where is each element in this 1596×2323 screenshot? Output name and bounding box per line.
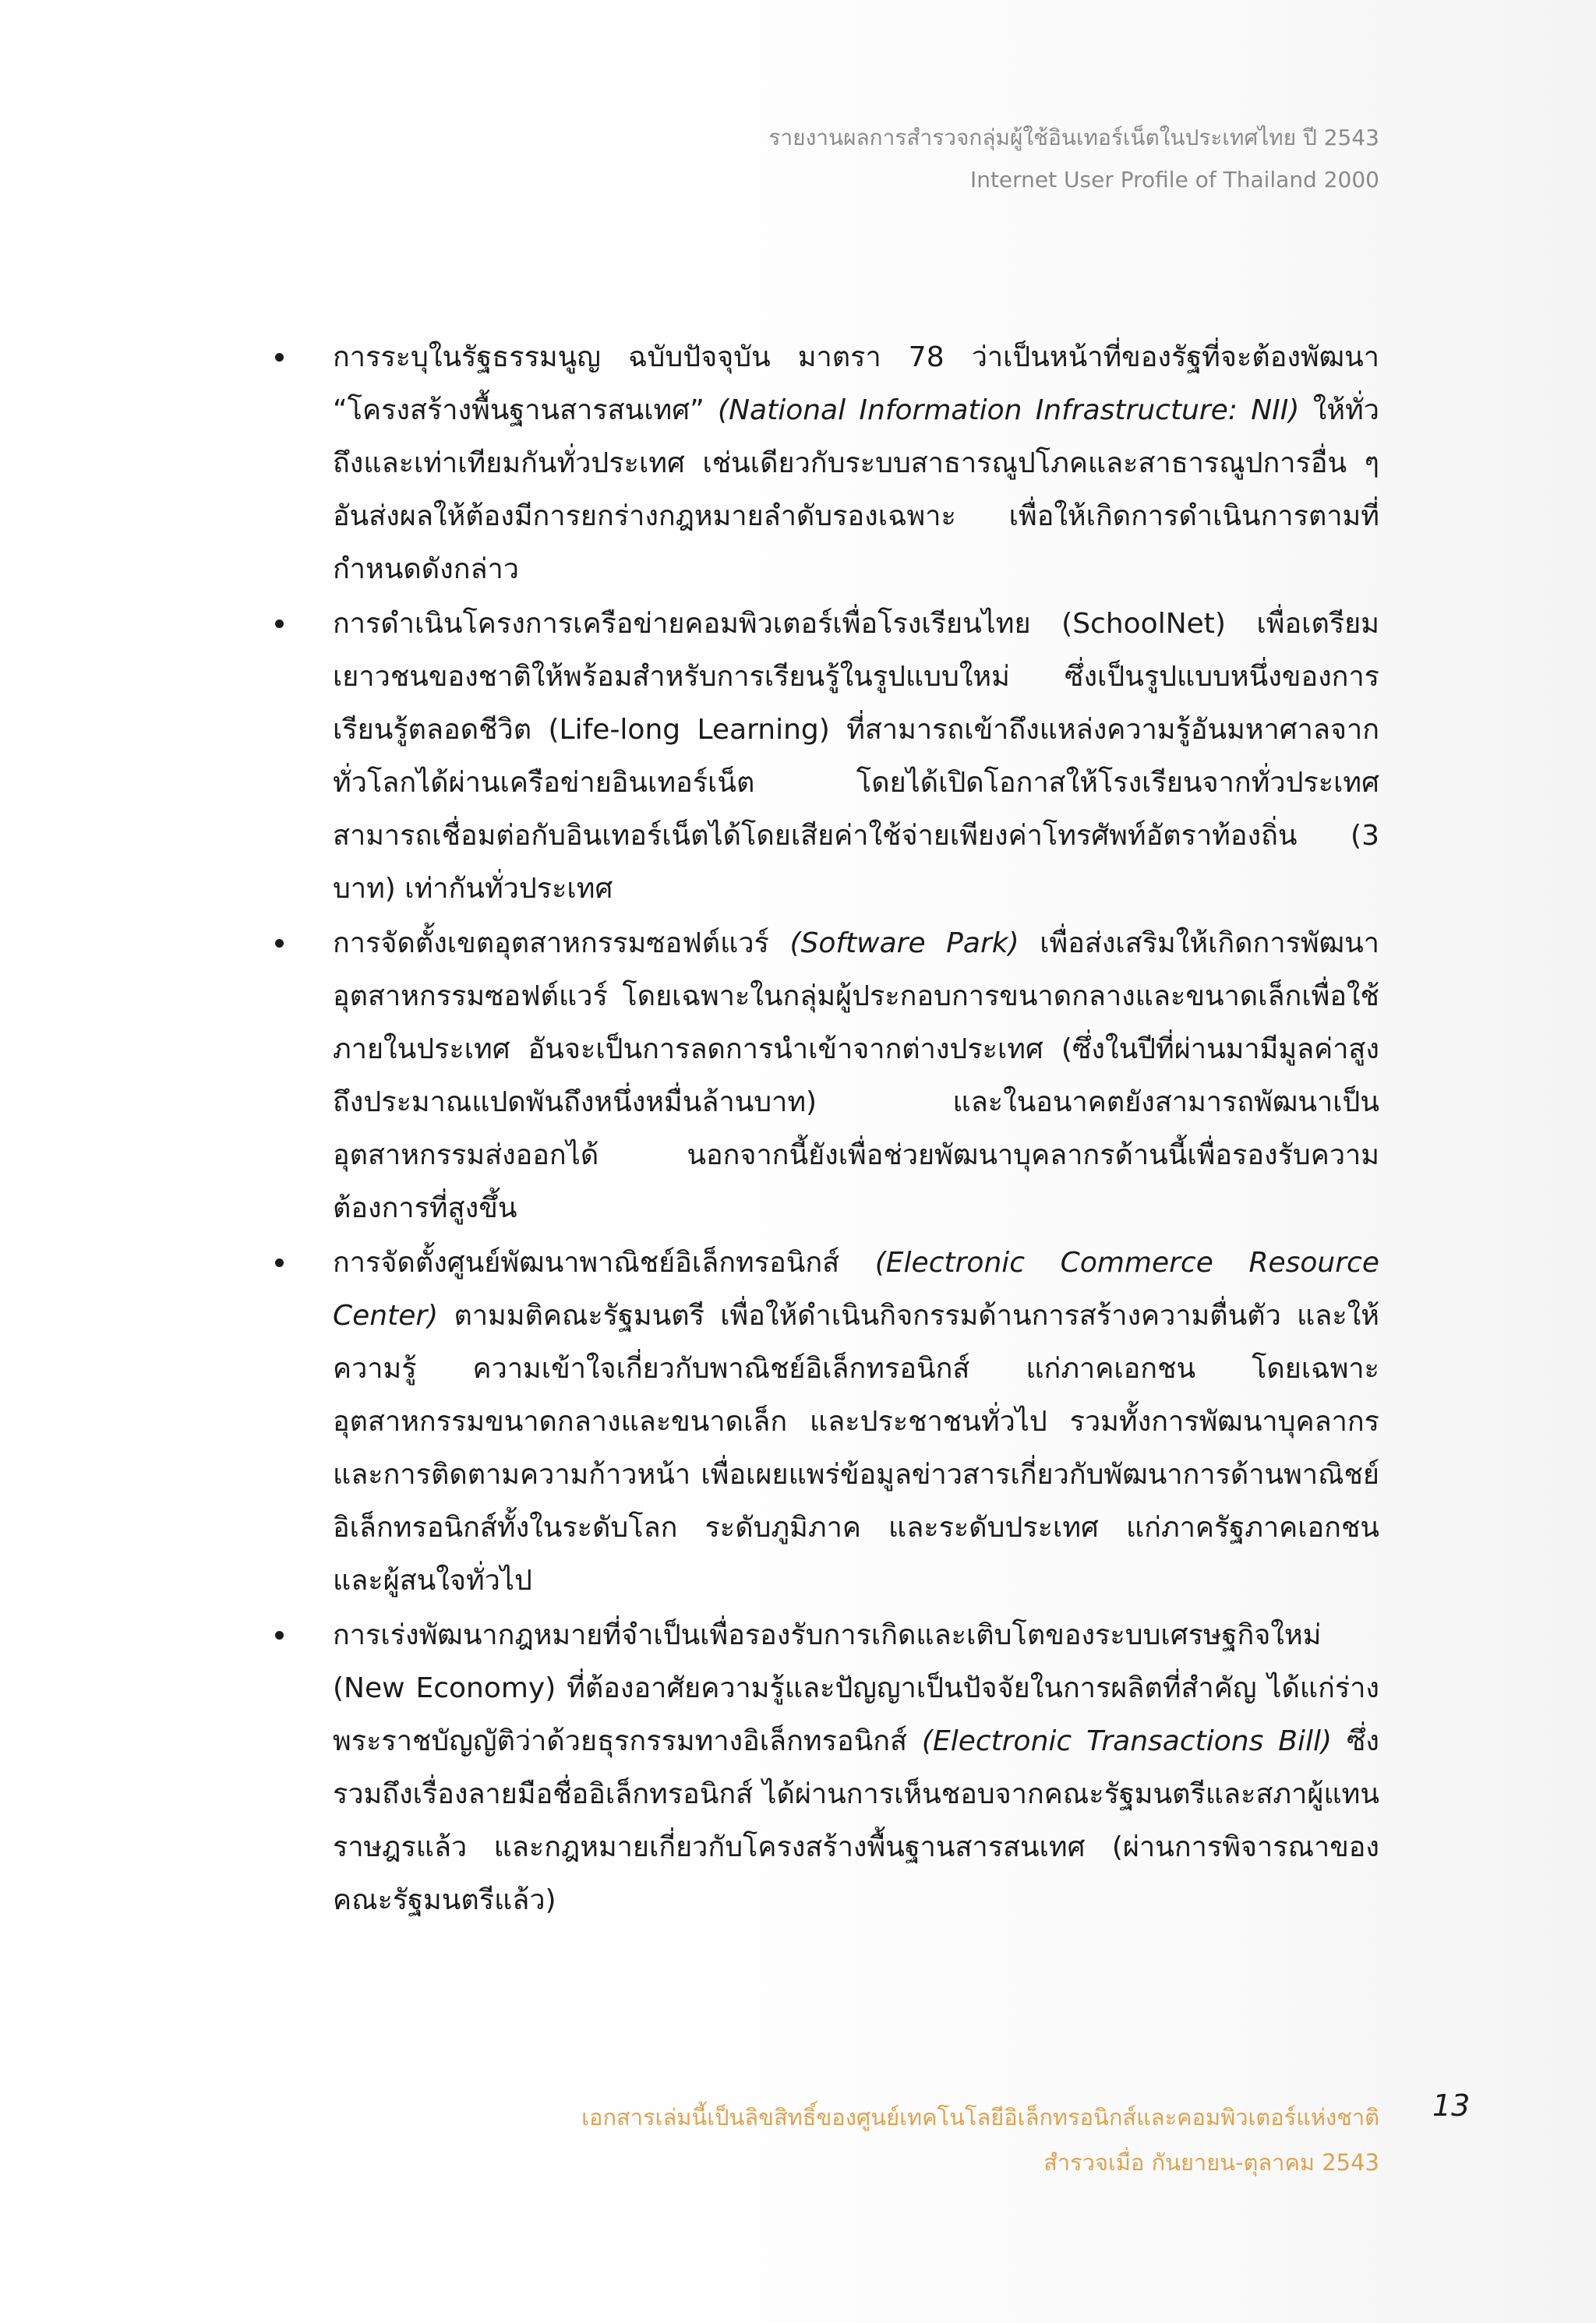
bullet-item-software-park: [269, 917, 1379, 1235]
footer-copyright: เอกสารเล่มนี้เป็นลิขสิทธิ์ของศูนย์เทคโนโลยีอิเล็กทรอนิกส์และคอมพิวเตอร์แห่งชาติ: [581, 2104, 1379, 2131]
bullet-text: [333, 917, 1379, 1235]
bullet-icon: [275, 939, 284, 948]
page-footer: [581, 2095, 1379, 2185]
bullet-text-italic: (National Information Infrastructure: NII): [718, 394, 1300, 426]
bullet-item-nii: [269, 331, 1379, 596]
running-header: [768, 117, 1379, 201]
bullet-text-part: ให้ทั่วถึงและเท่าเทียมกันทั่วประเทศ เช่นเดียวกับระบบสาธารณูปโภคและสาธารณูปการอื่น ๆ อันส่งผลให้ต้องมีการยกร่างกฎหมายลำดับรองเฉพาะ เพื่อให้เกิดการดำเนินการตามที่กำหนดดังกล่าว: [333, 394, 1379, 585]
bullet-icon: [275, 620, 284, 628]
bullet-text-part: ตามมติคณะรัฐมนตรี เพื่อให้ดำเนินกิจกรรมด้านการสร้างความตื่นตัว และให้ความรู้ ความเข้าใจเกี่ยวกับพาณิชย์อิเล็กทรอนิกส์ แก่ภาคเอกชน โดยเฉพาะอุตสาหกรรมขนาดกลางและขนาดเล็ก และประชาชนทั่วไป รวมทั้งการพัฒนาบุคลากรและการติดตามความก้าวหน้า เพื่อเผยแพร่ข้อมูลข่าวสารเกี่ยวกับพัฒนาการด้านพาณิชย์อิเล็กทรอนิกส์ทั้งในระดับโลก ระดับภูมิภาค และระดับประเทศ แก่ภาครัฐภาคเอกชน และผู้สนใจทั่วไป: [333, 1300, 1379, 1597]
bullet-list: [269, 331, 1379, 1929]
footer-survey-date: สำรวจเมื่อ กันยายน-ตุลาคม 2543: [1043, 2149, 1379, 2176]
bullet-text: [333, 1609, 1379, 1927]
bullet-item-new-economy-law: [269, 1609, 1379, 1927]
bullet-text-part: การจัดตั้งเขตอุตสาหกรรมซอฟต์แวร์: [333, 927, 790, 959]
bullet-text: [333, 1237, 1379, 1608]
bullet-item-ecommerce-center: [269, 1237, 1379, 1608]
bullet-text-italic: (Software Park): [789, 927, 1019, 959]
bullet-text: [333, 598, 1379, 916]
bullet-text-part: การจัดตั้งศูนย์พัฒนาพาณิชย์อิเล็กทรอนิกส์: [333, 1247, 875, 1279]
bullet-icon: [275, 1631, 284, 1640]
bullet-text-part: การเร่งพัฒนากฎหมายที่จำเป็นเพื่อรองรับการเกิดและเติบโตของระบบเศรษฐกิจใหม่ (New Economy) ที่ต้องอาศัยความรู้และปัญญาเป็นปัจจัยในการผลิตที่สำคัญ ได้แก่ร่างพระราชบัญญัติว่าด้วยธุรกรรมทางอิเล็กทรอนิกส์: [333, 1619, 1379, 1757]
bullet-text-italic: (Electronic Transactions Bill): [921, 1725, 1333, 1757]
page-number: 13: [1432, 2088, 1471, 2123]
header-title-thai: รายงานผลการสำรวจกลุ่มผู้ใช้อินเทอร์เน็ตในประเทศไทย ปี 2543: [768, 125, 1379, 150]
bullet-text-part: ซึ่งรวมถึงเรื่องลายมือชื่ออิเล็กทรอนิกส์ ได้ผ่านการเห็นชอบจากคณะรัฐมนตรีและสภาผู้แทนราษฎรแล้ว และกฎหมายเกี่ยวกับโครงสร้างพื้นฐานสารสนเทศ (ผ่านการพิจารณาของคณะรัฐมนตรีแล้ว): [333, 1725, 1379, 1916]
bullet-icon: [275, 1259, 284, 1267]
bullet-text-part: เพื่อส่งเสริมให้เกิดการพัฒนาอุตสาหกรรมซอฟต์แวร์ โดยเฉพาะในกลุ่มผู้ประกอบการขนาดกลางและขนาดเล็กเพื่อใช้ภายในประเทศ อันจะเป็นการลดการนำเข้าจากต่างประเทศ (ซึ่งในปีที่ผ่านมามีมูลค่าสูงถึงประมาณแปดพันถึงหนึ่งหมื่นล้านบาท) และในอนาคตยังสามารถพัฒนาเป็นอุตสาหกรรมส่งออกได้ นอกจากนี้ยังเพื่อช่วยพัฒนาบุคลากรด้านนี้เพื่อรองรับความต้องการที่สูงขึ้น: [333, 927, 1379, 1224]
bullet-item-schoolnet: [269, 598, 1379, 916]
bullet-icon: [275, 353, 284, 362]
header-title-english: Internet User Profile of Thailand 2000: [969, 167, 1379, 192]
bullet-text-part: การระบุในรัฐธรรมนูญ ฉบับปัจจุบัน มาตรา 78 ว่าเป็นหน้าที่ของรัฐที่จะต้องพัฒนา “โครงสร้างพื้นฐานสารสนเทศ”: [333, 341, 1379, 426]
bullet-text: [333, 331, 1379, 596]
bullet-text-part: การดำเนินโครงการเครือข่ายคอมพิวเตอร์เพื่อโรงเรียนไทย (SchoolNet) เพื่อเตรียมเยาวชนของชาติให้พร้อมสำหรับการเรียนรู้ในรูปแบบใหม่ ซึ่งเป็นรูปแบบหนึ่งของการเรียนรู้ตลอดชีวิต (Life-long Learning) ที่สามารถเข้าถึงแหล่งความรู้อันมหาศาลจากทั่วโลกได้ผ่านเครือข่ายอินเทอร์เน็ต โดยได้เปิดโอกาสให้โรงเรียนจากทั่วประเทศสามารถเชื่อมต่อกับอินเทอร์เน็ตได้โดยเสียค่าใช้จ่ายเพียงค่าโทรศัพท์อัตราท้องถิ่น (3 บาท) เท่ากันทั่วประเทศ: [333, 608, 1379, 905]
bullet-text-italic: (Electronic Commerce Resource Center): [333, 1247, 1379, 1332]
